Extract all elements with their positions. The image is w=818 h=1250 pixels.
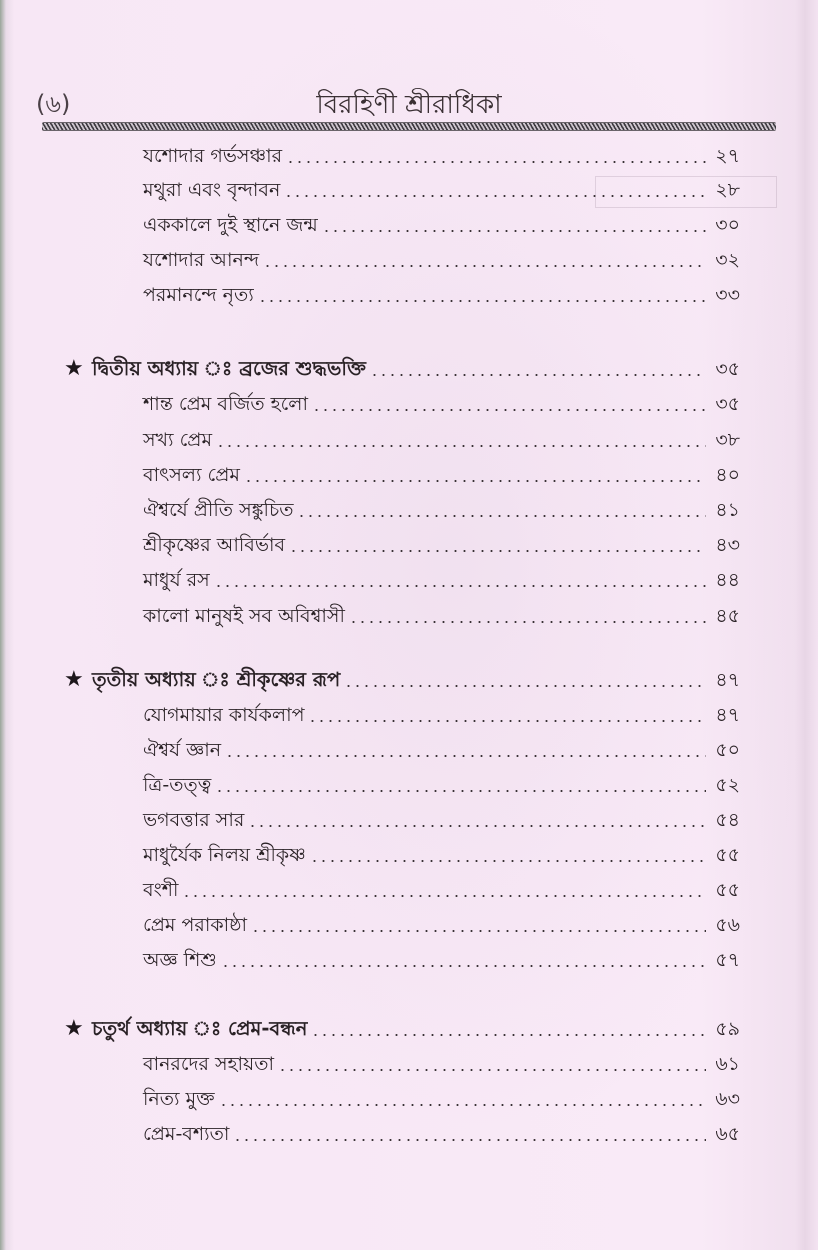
entry-page-number: ৫৫	[715, 879, 740, 901]
toc-entry[interactable]	[143, 530, 740, 560]
toc-entry[interactable]	[143, 1049, 740, 1079]
toc-entry[interactable]	[143, 770, 740, 800]
toc-entry[interactable]	[143, 875, 740, 905]
toc-entry[interactable]	[143, 175, 740, 205]
entry-title: যশোদার আনন্দ	[143, 249, 260, 271]
dot-leader	[221, 965, 706, 967]
toc-chapter-3[interactable]	[64, 665, 740, 695]
entry-page-number: ৫৭	[715, 949, 740, 971]
entry-page-number: ৩২	[715, 249, 740, 271]
entry-title: পরমানন্দে নৃত্য	[143, 284, 254, 306]
entry-page-number: ৩৫	[715, 393, 740, 415]
entry-title: ঐশ্বর্য জ্ঞান	[143, 739, 222, 761]
toc-chapter-2[interactable]	[64, 354, 740, 384]
book-title: বিরহিণী শ্রীরাধিকা	[316, 90, 502, 120]
entry-title: মথুরা এবং বৃন্দাবন	[143, 179, 281, 201]
dot-leader	[312, 409, 706, 411]
entry-title: বংশী	[143, 879, 179, 901]
toc-entry[interactable]	[143, 1119, 740, 1149]
entry-page-number: ৫৬	[715, 914, 740, 936]
chapter-page-number: ৩৫	[715, 358, 740, 380]
entry-page-number: ৬৫	[715, 1123, 740, 1145]
entry-title: ত্রি-তত্ত্ব	[143, 774, 212, 796]
entry-page-number: ৫৫	[715, 844, 740, 866]
dot-leader	[289, 550, 706, 552]
entry-title: সখ্য প্রেম	[143, 429, 213, 451]
dot-leader	[349, 621, 706, 623]
dot-leader	[322, 230, 706, 232]
toc-entry[interactable]	[143, 1084, 740, 1114]
entry-page-number: ৩৩	[715, 284, 740, 306]
entry-title: অজ্ঞ শিশু	[143, 949, 217, 971]
dot-leader	[251, 930, 706, 932]
dot-leader	[310, 860, 706, 862]
entry-title: নিত্য মুক্ত	[143, 1088, 215, 1110]
dot-leader	[182, 895, 706, 897]
star-icon: ★	[64, 667, 84, 692]
entry-title: শান্ত প্রেম বর্জিত হলো	[143, 393, 308, 415]
entry-title: কালো মানুষই সব অবিশ্বাসী	[143, 605, 345, 627]
dot-leader	[244, 480, 706, 482]
entry-title: মাধুর্য রস	[143, 569, 210, 591]
toc-entry[interactable]	[143, 495, 740, 525]
toc-entry[interactable]	[143, 700, 740, 730]
dot-leader	[219, 1104, 706, 1106]
dot-leader	[286, 161, 706, 163]
star-icon: ★	[64, 356, 84, 381]
entry-page-number: ৪৪	[715, 569, 740, 591]
entry-page-number: ৫২	[715, 774, 740, 796]
dot-leader	[233, 1139, 706, 1141]
dot-leader	[225, 755, 706, 757]
entry-page-number: ৪০	[715, 464, 740, 486]
ornamental-divider	[42, 122, 776, 131]
page-number: (৬)	[36, 90, 71, 118]
entry-page-number: ৬৩	[715, 1088, 740, 1110]
dot-leader	[263, 265, 706, 267]
toc-entry[interactable]	[143, 735, 740, 765]
entry-title: ভগবত্তার সার	[143, 809, 245, 831]
toc-entry[interactable]	[143, 565, 740, 595]
toc-entry[interactable]	[143, 840, 740, 870]
dot-leader	[311, 1034, 706, 1036]
toc-entry[interactable]	[143, 910, 740, 940]
dot-leader	[216, 445, 706, 447]
dot-leader	[284, 195, 706, 197]
toc-entry[interactable]	[143, 425, 740, 455]
toc-entry[interactable]	[143, 601, 740, 631]
entry-title: বানরদের সহায়তা	[143, 1053, 274, 1075]
entry-page-number: ৪৩	[715, 534, 740, 556]
dot-leader	[344, 685, 706, 687]
toc-entry[interactable]	[143, 245, 740, 275]
entry-page-number: ২৭	[715, 145, 740, 167]
chapter-title: চতুর্থ অধ্যায় ঃ প্রেম-বন্ধন	[92, 1017, 308, 1040]
dot-leader	[258, 300, 706, 302]
entry-page-number: ৩৮	[715, 429, 740, 451]
entry-page-number: ২৮	[715, 179, 740, 201]
dot-leader	[214, 585, 706, 587]
entry-title: যোগমায়ার কার্যকলাপ	[143, 704, 305, 726]
chapter-page-number: ৪৭	[715, 669, 740, 691]
star-icon: ★	[64, 1016, 84, 1041]
entry-page-number: ৫০	[715, 739, 740, 761]
entry-page-number: ৪৭	[715, 704, 740, 726]
toc-entry[interactable]	[143, 945, 740, 975]
entry-page-number: ৬১	[715, 1053, 740, 1075]
toc-entry[interactable]	[143, 141, 740, 171]
entry-title: যশোদার গর্ভসঞ্চার	[143, 145, 283, 167]
entry-page-number: ৩০	[715, 214, 740, 236]
dot-leader	[215, 790, 706, 792]
entry-title: প্রেম পরাকাষ্ঠা	[143, 914, 248, 936]
entry-title: শ্রীকৃষ্ণের আবির্ভাব	[143, 534, 286, 556]
toc-entry[interactable]	[143, 210, 740, 240]
dot-leader	[297, 515, 706, 517]
toc-entry[interactable]	[143, 280, 740, 310]
entry-page-number: ৪৫	[715, 605, 740, 627]
entry-title: বাৎসল্য প্রেম	[143, 464, 240, 486]
chapter-page-number: ৫৯	[715, 1018, 740, 1040]
entry-page-number: ৫৪	[715, 809, 740, 831]
dot-leader	[248, 825, 706, 827]
toc-entry[interactable]	[143, 460, 740, 490]
chapter-title: দ্বিতীয় অধ্যায় ঃ ব্রজের শুদ্ধভক্তি	[92, 357, 366, 380]
dot-leader	[370, 374, 706, 376]
toc-chapter-4[interactable]	[64, 1014, 740, 1044]
entry-page-number: ৪১	[715, 499, 740, 521]
chapter-title: তৃতীয় অধ্যায় ঃ শ্রীকৃষ্ণের রূপ	[92, 668, 341, 691]
toc-entry[interactable]	[143, 389, 740, 419]
entry-title: ঐশ্বর্যে প্রীতি সঙ্কুচিত	[143, 499, 294, 521]
dot-leader	[278, 1069, 706, 1071]
entry-title: মাধুর্যৈক নিলয় শ্রীকৃষ্ণ	[143, 844, 306, 866]
entry-title: প্রেম-বশ্যতা	[143, 1123, 230, 1145]
dot-leader	[308, 720, 706, 722]
entry-title: এককালে দুই স্থানে জন্ম	[143, 214, 318, 236]
toc-entry[interactable]	[143, 805, 740, 835]
